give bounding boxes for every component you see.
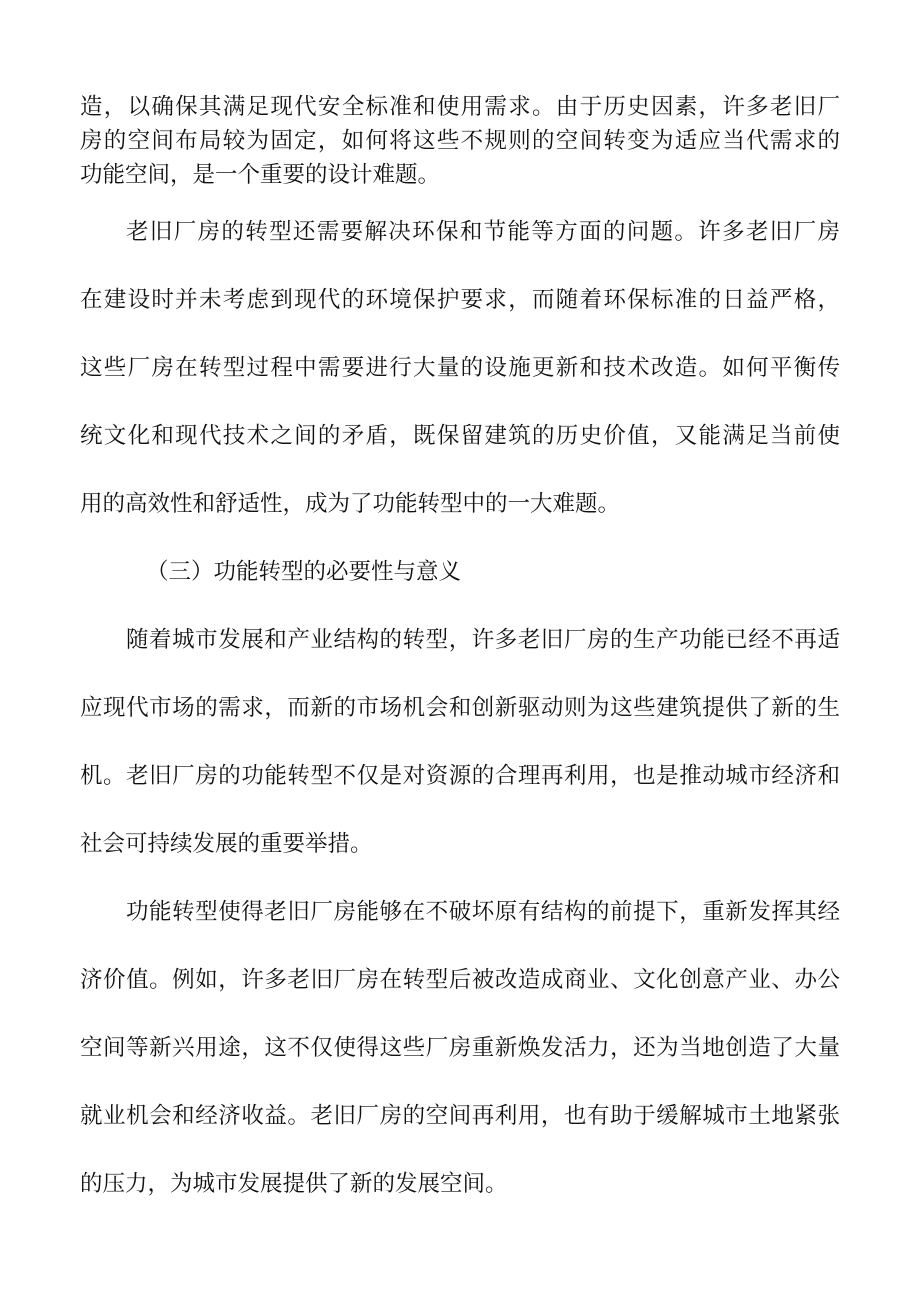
section-heading: （三）功能转型的必要性与意义: [146, 559, 462, 585]
paragraph-line: 这些厂房在转型过程中需要进行大量的设施更新和技术改造。如何平衡传: [80, 355, 840, 381]
paragraph-line: 机。老旧厂房的功能转型不仅是对资源的合理再利用，也是推动城市经济和: [80, 763, 840, 789]
paragraph-line: 应现代市场的需求，而新的市场机会和创新驱动则为这些建筑提供了新的生: [80, 695, 840, 721]
paragraph-line: 统文化和现代技术之间的矛盾，既保留建筑的历史价值，又能满足当前使: [80, 423, 840, 449]
paragraph-line: 社会可持续发展的重要举措。: [80, 831, 373, 857]
paragraph-line: 用的高效性和舒适性，成为了功能转型中的一大难题。: [80, 491, 621, 517]
paragraph-line: 济价值。例如，许多老旧厂房在转型后被改造成商业、文化创意产业、办公: [80, 967, 840, 993]
paragraph-line: 造，以确保其满足现代安全标准和使用需求。由于历史因素，许多老旧厂: [80, 94, 840, 120]
paragraph-line: 老旧厂房的转型还需要解决环保和节能等方面的问题。许多老旧厂房: [126, 219, 840, 245]
paragraph-line: 房的空间布局较为固定，如何将这些不规则的空间转变为适应当代需求的: [80, 128, 840, 154]
paragraph-line: 空间等新兴用途，这不仅使得这些厂房重新焕发活力，还为当地创造了大量: [80, 1035, 840, 1061]
paragraph-line: 的压力，为城市发展提供了新的发展空间。: [80, 1171, 508, 1197]
paragraph-line: 随着城市发展和产业结构的转型，许多老旧厂房的生产功能已经不再适: [126, 627, 840, 653]
paragraph-line: 就业机会和经济收益。老旧厂房的空间再利用，也有助于缓解城市土地紧张: [80, 1103, 840, 1129]
paragraph-line: 在建设时并未考虑到现代的环境保护要求，而随着环保标准的日益严格，: [80, 287, 840, 313]
paragraph-line: 功能空间，是一个重要的设计难题。: [80, 162, 441, 188]
paragraph-line: 功能转型使得老旧厂房能够在不破坏原有结构的前提下，重新发挥其经: [126, 899, 840, 925]
